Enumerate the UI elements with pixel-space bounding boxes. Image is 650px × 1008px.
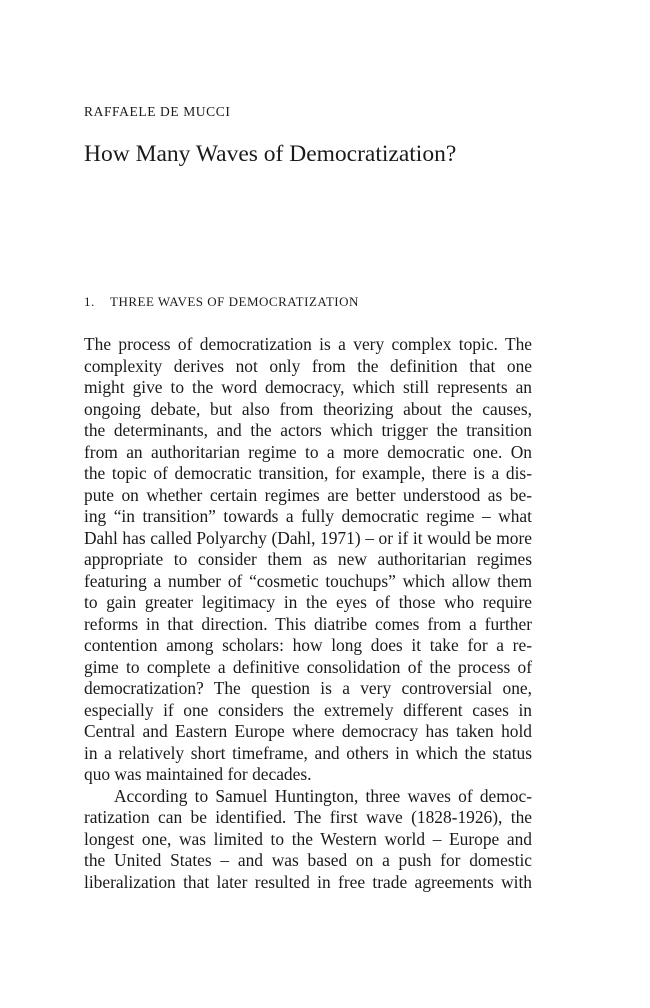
body-line: longest one, was limited to the Western world – Europe and (84, 828, 532, 849)
section-heading (84, 294, 359, 310)
body-line: to gain greater legitimacy in the eyes of those who require (84, 592, 532, 612)
body-line: According to Samuel Huntington, three waves of democ- (114, 785, 532, 806)
body-line: appropriate to consider them as new authoritarian regimes (84, 549, 532, 569)
body-line: might give to the word democracy, which still represents an (84, 377, 532, 397)
body-line: the United States – and was based on a push for domestic (84, 850, 532, 870)
chapter-title: How Many Waves of Democratization? (84, 141, 457, 167)
body-line: the topic of democratic transition, for example, there is a dis- (84, 463, 532, 483)
body-line: the determinants, and the actors which trigger the transition (84, 420, 532, 440)
author-name: RAFFAELE DE MUCCI (84, 104, 231, 119)
body-line: contention among scholars: how long does it take for a re- (84, 635, 532, 655)
body-text (84, 334, 532, 893)
body-line: Central and Eastern Europe where democracy has taken hold (84, 721, 532, 741)
body-line: liberalization that later resulted in free trade agreements with (84, 871, 532, 892)
body-line: ongoing debate, but also from theorizing about the causes, (84, 398, 532, 419)
body-line: reforms in that direction. This diatribe comes from a further (84, 613, 532, 634)
body-line: Dahl has called Polyarchy (Dahl, 1971) – or if it would be more (84, 527, 532, 548)
section-number: 1. (84, 294, 95, 309)
body-line: ratization can be identified. The first wave (1828-1926), the (84, 807, 532, 827)
body-line: in a relatively short timeframe, and others in which the status (84, 742, 532, 763)
body-line: complexity derives not only from the definition that one (84, 355, 532, 376)
body-line: gime to complete a definitive consolidation of the process of (84, 656, 532, 677)
body-line: democratization? The question is a very controversial one, (84, 678, 532, 698)
body-line: especially if one considers the extremely different cases in (84, 699, 532, 720)
body-line: quo was maintained for decades. (84, 764, 312, 784)
body-line: The process of democratization is a very complex topic. The (84, 334, 532, 354)
body-line: ing “in transition” towards a fully democratic regime – what (84, 506, 532, 526)
section-heading-text: THREE WAVES OF DEMOCRATIZATION (110, 294, 359, 309)
body-line: featuring a number of “cosmetic touchups” which allow them (84, 570, 532, 591)
body-line: pute on whether certain regimes are better understood as be- (84, 484, 532, 505)
body-line: from an authoritarian regime to a more democratic one. On (84, 441, 532, 462)
